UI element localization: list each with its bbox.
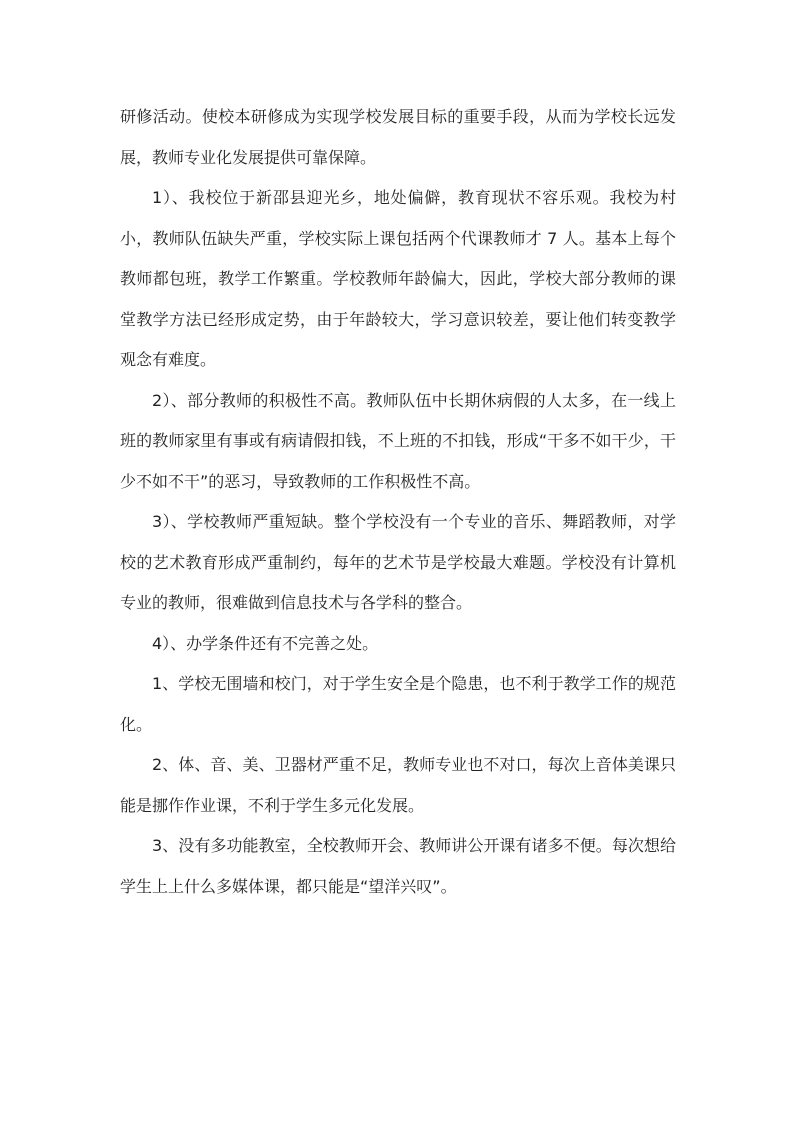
paragraph-sub-2: 2、体、音、美、卫器材严重不足，教师专业也不对口，每次上音体美课只能是挪作作业课，不利于学生多元化发展。 bbox=[120, 755, 676, 815]
paragraph-item-3: 3）、学校教师严重短缺。整个学校没有一个专业的音乐、舞蹈教师，对学校的艺术教育形成严重制约，每年的艺术节是学校最大难题。学校没有计算机专业的教师，很难做到信息技术与各学科的整合。 bbox=[120, 512, 676, 612]
paragraph-item-4: 4）、办学条件还有不完善之处。 bbox=[152, 633, 379, 653]
paragraph-sub-3: 3、没有多功能教室，全校教师开会、教师讲公开课有诸多不便。每次想给学生上上什么多媒体课，都只能是“望洋兴叹”。 bbox=[120, 836, 676, 896]
paragraph-item-2: 2）、部分教师的积极性不高。教师队伍中长期休病假的人太多，在一线上班的教师家里有事或有病请假扣钱，不上班的不扣钱，形成“干多不如干少，干少不如不干”的恶习，导致教师的工作积极性不高。 bbox=[120, 390, 676, 491]
paragraph-intro: 研修活动。使校本研修成为实现学校发展目标的重要手段，从而为学校长远发展，教师专业化发展提供可靠保障。 bbox=[120, 107, 676, 167]
paragraph-sub-1: 1、学校无围墙和校门，对于学生安全是个隐患，也不利于教学工作的规范化。 bbox=[120, 674, 676, 734]
paragraph-item-1: 1）、我校位于新邵县迎光乡，地处偏僻，教育现状不容乐观。我校为村小，教师队伍缺失严重，学校实际上课包括两个代课教师才 7 人。基本上每个教师都包班，教学工作繁重。学校教师年龄偏大，因此，学校大部分教师的课堂教学方法已经形成定势，由于年龄较大，学习意识较差，要让他们转变教学观念有难度。 bbox=[120, 188, 676, 369]
document-body bbox=[120, 97, 676, 907]
